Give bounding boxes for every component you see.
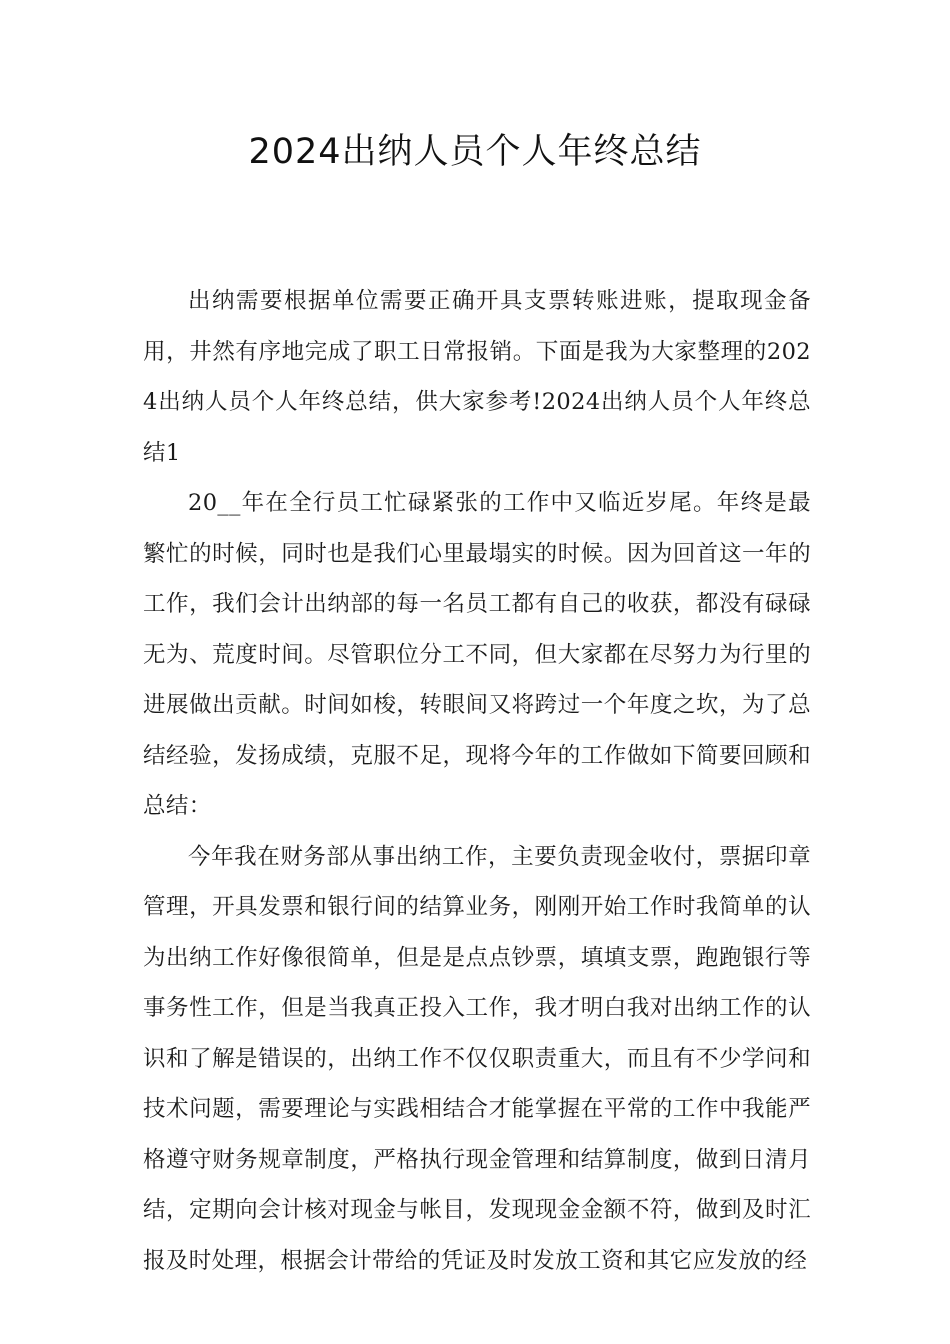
paragraph-duties: 今年我在财务部从事出纳工作，主要负责现金收付，票据印章管理，开具发票和银行间的结算业务，刚刚开始工作时我简单的认为出纳工作好像很简单，但是是点点钞票，填填支票，跑跑银行等事务性工作，但是当我真正投入工作，我才明白我对出纳工作的认识和了解是错误的，出纳工作不仅仅职责重大，而且有不少学问和技术问题，需要理论与实践相结合才能掌握在平常的工作中我能严格遵守财务规章制度，严格执行现金管理和结算制度，做到日清月结，定期向会计核对现金与帐目，发现现金金额不符，做到及时汇报及时处理，根据会计带给的凭证及时发放工资和其它应发放的经 xyxy=(143,843,811,1274)
document-body xyxy=(143,276,811,1286)
paragraph-review: 20__年在全行员工忙碌紧张的工作中又临近岁尾。年终是最繁忙的时候，同时也是我们心里最塌实的时候。因为回首这一年的工作，我们会计出纳部的每一名员工都有自己的收获，都没有碌碌无为、荒度时间。尽管职位分工不同，但大家都在尽努力为行里的进展做出贡献。时间如梭，转眼间又将跨过一个年度之坎，为了总结经验，发扬成绩，克服不足，现将今年的工作做如下简要回顾和总结： xyxy=(143,490,811,819)
document-title: 2024出纳人员个人年终总结 xyxy=(248,132,702,172)
paragraph-intro: 出纳需要根据单位需要正确开具支票转账进账，提取现金备用，井然有序地完成了职工日常报销。下面是我为大家整理的2024出纳人员个人年终总结，供大家参考!2024出纳人员个人年终总结1 xyxy=(143,288,811,466)
